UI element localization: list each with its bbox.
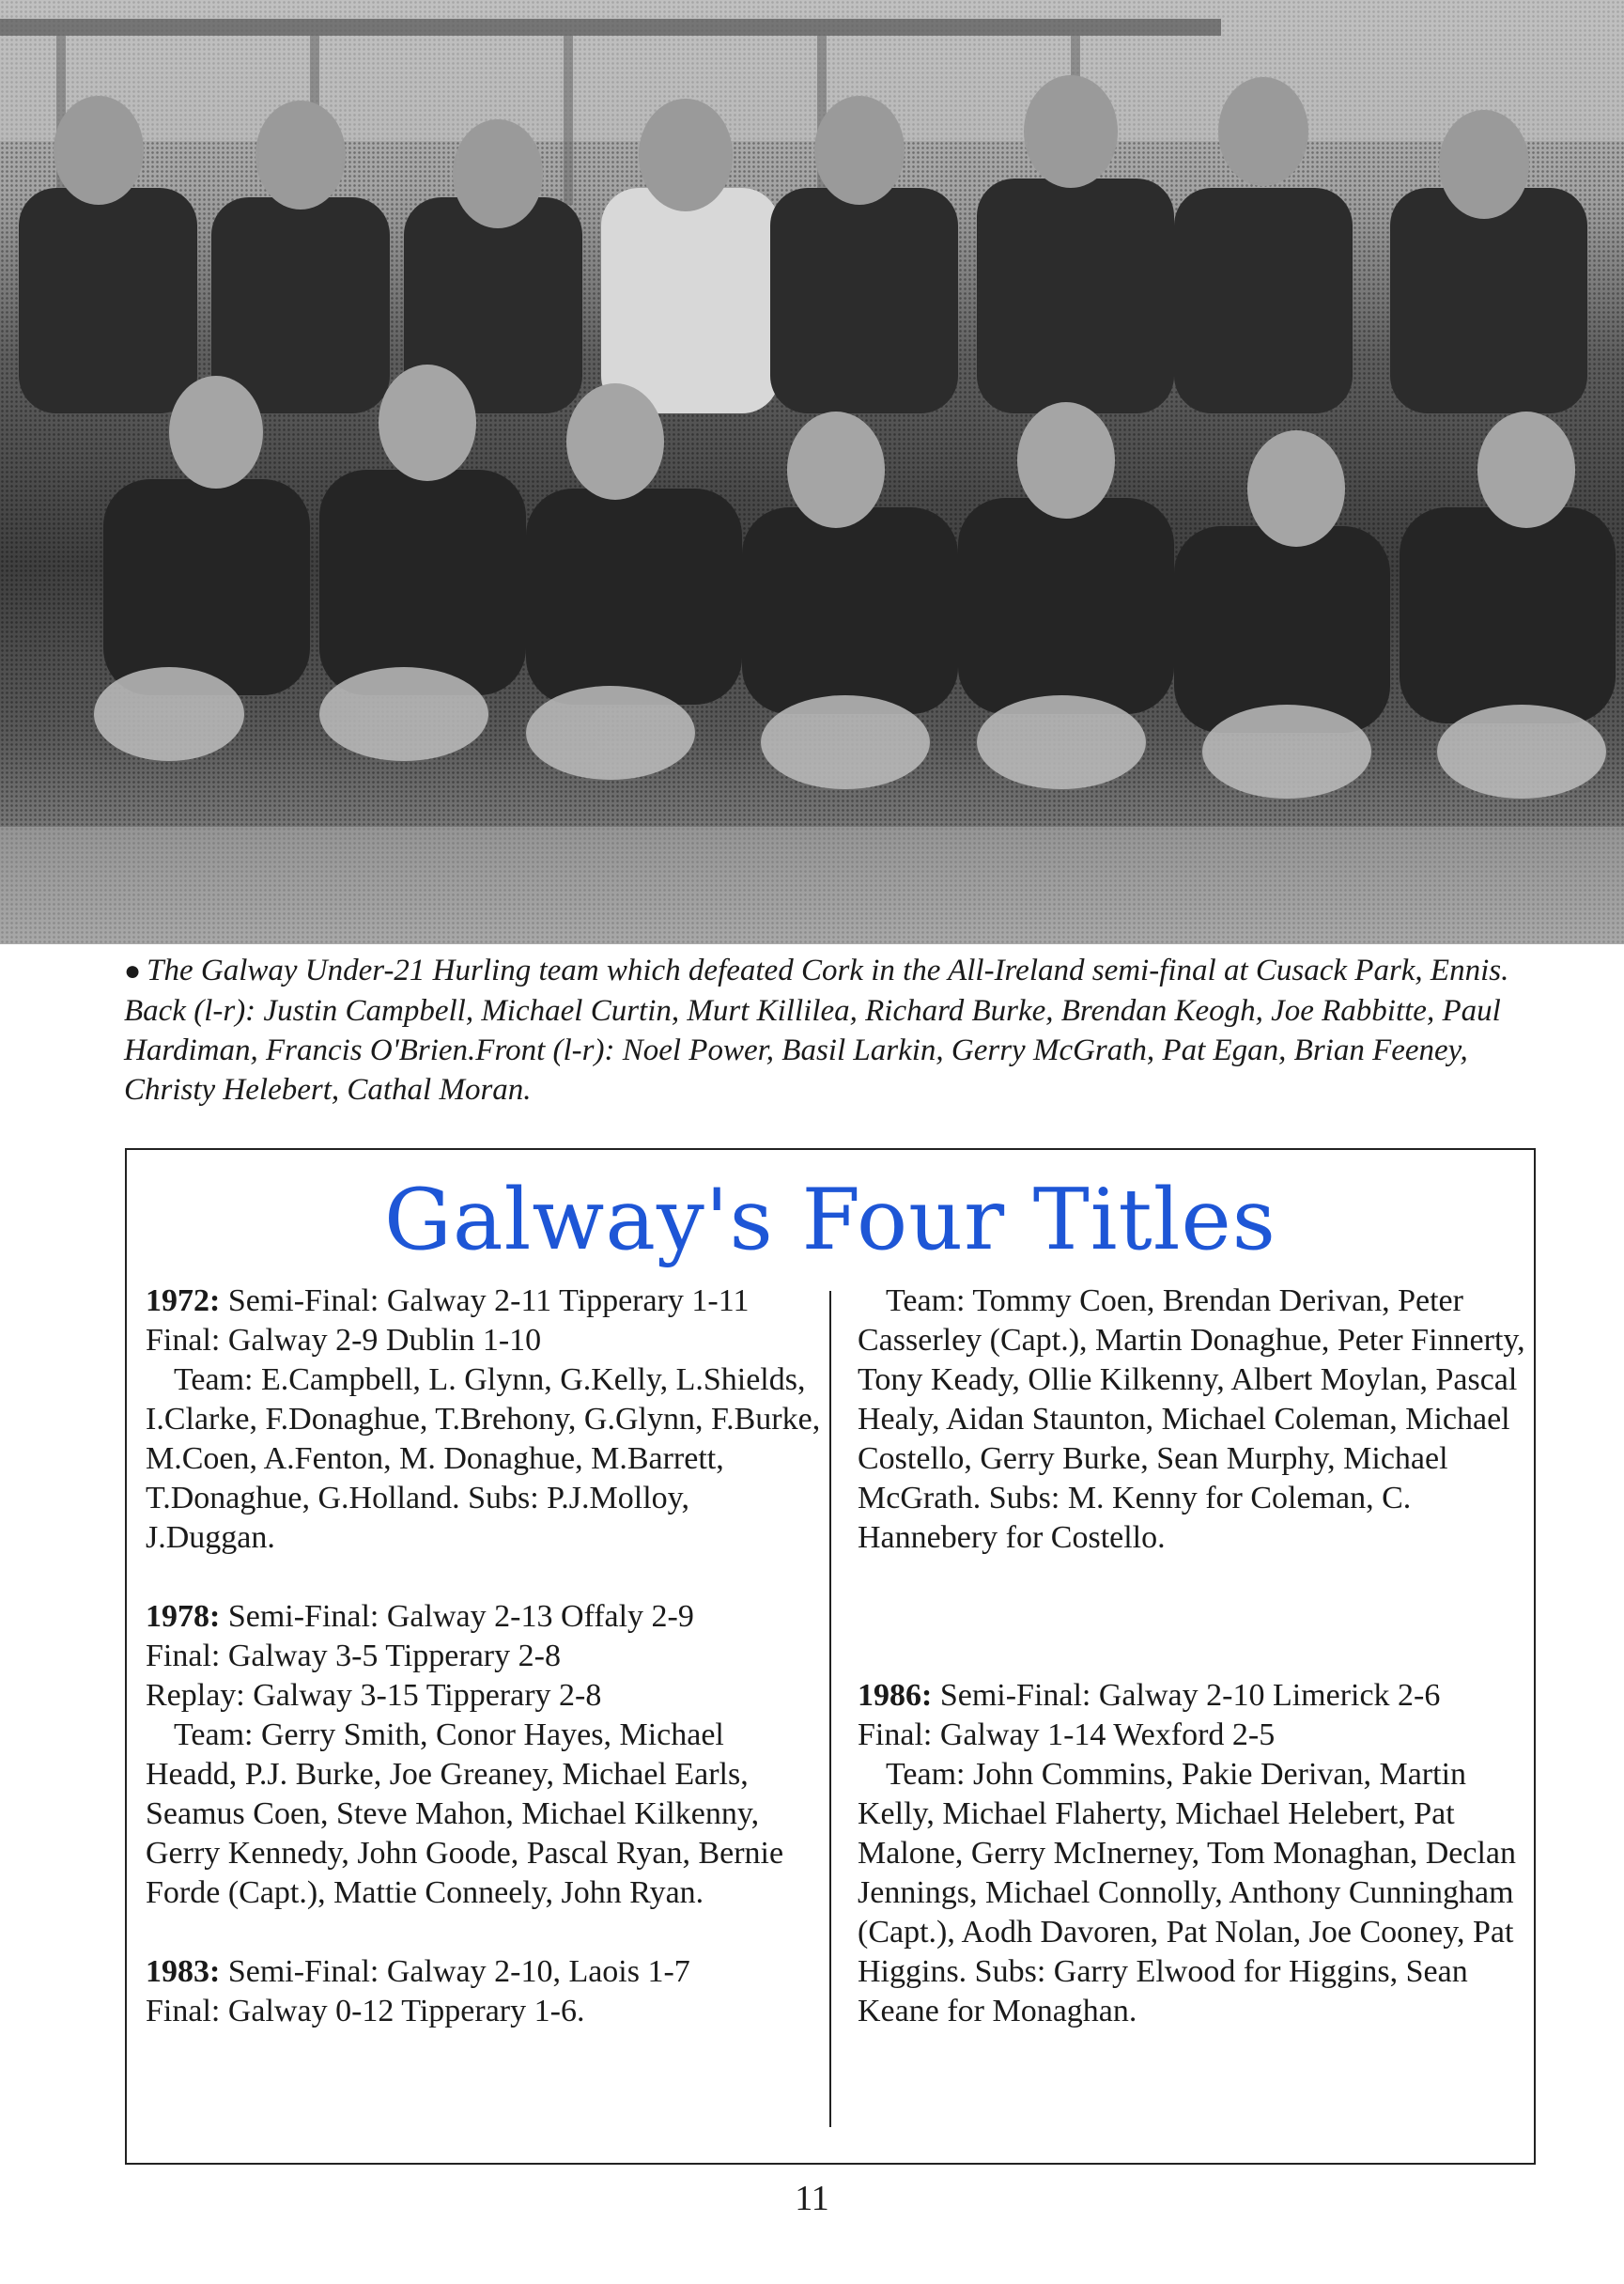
team-1978: Team: Gerry Smith, Conor Hayes, Michael Headd, P.J. Burke, Joe Greaney, Michael Earls, Seamus Coen, Steve Mahon, Michael Kilkenny, Gerry Kennedy, John Goode, Pascal Ryan, Bernie Forde (Capt.), Mattie Conneely, John Ryan. — [146, 1717, 784, 1910]
year-1983: 1983: — [146, 1954, 221, 1989]
final-1978: Final: Galway 3-5 Tipperary 2-8 — [146, 1639, 561, 1673]
year-1972: 1972: — [146, 1283, 221, 1318]
semi-final-text: Semi-Final: Galway 2-10 Limerick 2-6 — [932, 1678, 1441, 1713]
year-1978: 1978: — [146, 1599, 221, 1634]
semi-final-1978 — [146, 1597, 822, 1637]
box-title: Galway's Four Titles — [384, 1171, 1276, 1269]
team-1983: Team: Tommy Coen, Brendan Derivan, Peter Casserley (Capt.), Martin Donaghue, Peter Finnerty, Tony Keady, Ollie Kilkenny, Albert Moylan, Pascal Healy, Aidan Staunton, Michael Coleman, Michael Costello, Gerry Burke, Sean Murphy, Michael McGrath. Subs: M. Kenny for Coleman, C. Hannebery for Costello. — [858, 1283, 1525, 1555]
replay-1978: Replay: Galway 3-15 Tipperary 2-8 — [146, 1678, 602, 1713]
entry-1983-team — [858, 1282, 1534, 1558]
semi-final-text: Semi-Final: Galway 2-11 Tipperary 1-11 — [220, 1283, 750, 1318]
team-photo-graphic — [0, 0, 1624, 944]
page-number: 11 — [795, 2179, 829, 2218]
semi-final-1986 — [858, 1676, 1534, 1716]
entry-1986 — [858, 1676, 1534, 2031]
semi-final-1983 — [146, 1952, 822, 1992]
final-1972: Final: Galway 2-9 Dublin 1-10 — [146, 1323, 542, 1358]
final-1983: Final: Galway 0-12 Tipperary 1-6. — [146, 1994, 585, 2028]
final-1986: Final: Galway 1-14 Wexford 2-5 — [858, 1717, 1276, 1752]
entry-1978 — [146, 1597, 822, 1913]
team-1986: Team: John Commins, Pakie Derivan, Martin Kelly, Michael Flaherty, Michael Helebert, Pat Malone, Gerry McInerney, Tom Monaghan, Declan Jennings, Michael Connolly, Anthony Cunningham (Capt.), Aodh Davoren, Pat Nolan, Joe Cooney, Pat Higgins. Subs: Garry Elwood for Higgins, Sean Keane for Monaghan. — [858, 1757, 1517, 2028]
bullet-icon: ● — [124, 956, 142, 987]
right-column — [858, 1282, 1534, 2031]
entry-1983 — [146, 1952, 822, 2031]
year-1986: 1986: — [858, 1678, 933, 1713]
team-photo — [0, 0, 1624, 944]
semi-final-1972 — [146, 1282, 822, 1321]
left-column — [146, 1282, 822, 2031]
entry-1972 — [146, 1282, 822, 1558]
caption-text: The Galway Under-21 Hurling team which defeated Cork in the All-Ireland semi-final at Cusack Park, Ennis. Back (l-r): Justin Campbell, Michael Curtin, Murt Killilea, Richard Burke, Brendan Keogh, Joe Rabbitte, Paul Hardiman, Francis O'Brien.Front (l-r): Noel Power, Basil Larkin, Gerry McGrath, Pat Egan, Brian Feeney, Christy Helebert, Cathal Moran. — [124, 954, 1509, 1107]
titles-box — [125, 1148, 1536, 2165]
semi-final-text: Semi-Final: Galway 2-10, Laois 1-7 — [220, 1954, 690, 1989]
column-divider — [829, 1291, 831, 2127]
photo-caption — [124, 951, 1514, 1110]
team-1972: Team: E.Campbell, L. Glynn, G.Kelly, L.Shields, I.Clarke, F.Donaghue, T.Brehony, G.Glynn, F.Burke, M.Coen, A.Fenton, M. Donaghue, M.Barrett, T.Donaghue, G.Holland. Subs: P.J.Molloy, J.Duggan. — [146, 1362, 821, 1555]
semi-final-text: Semi-Final: Galway 2-13 Offaly 2-9 — [220, 1599, 694, 1634]
